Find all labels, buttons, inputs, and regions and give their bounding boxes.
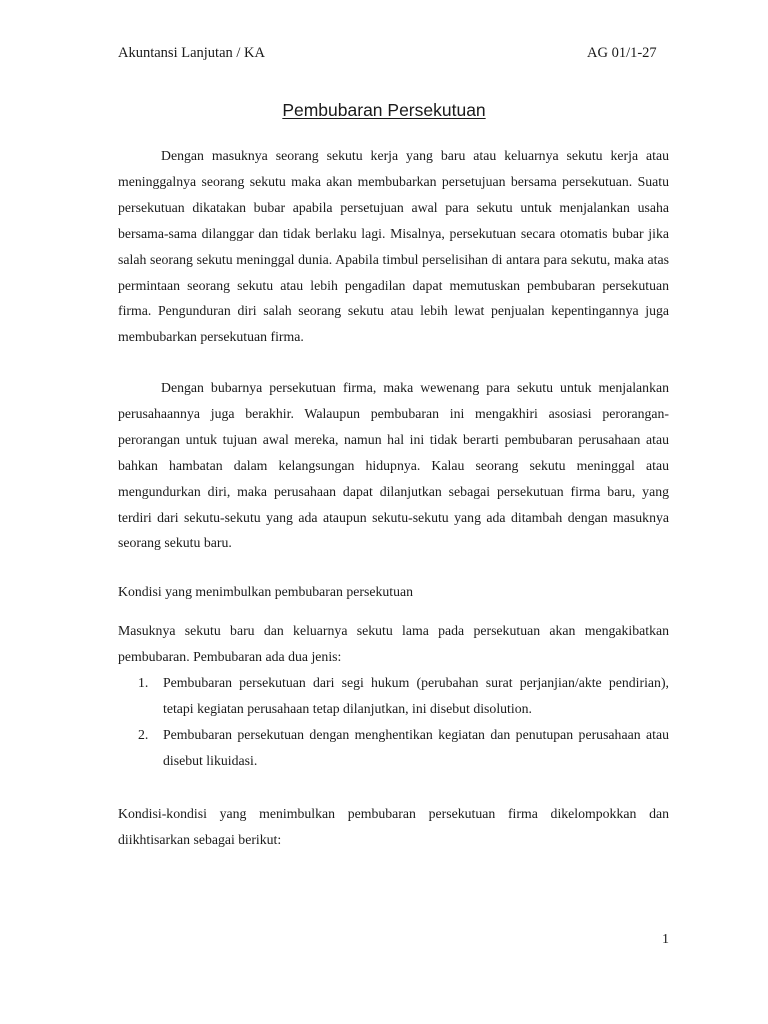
page-number: 1 — [662, 932, 669, 947]
list-item-number: 1. — [138, 675, 149, 690]
paragraph-dissolution-effects: Dengan bubarnya persekutuan firma, maka wewenang para sekutu untuk menjalankan perusahaannya juga berakhir. Walaupun pembubaran ini mengakhiri asosiasi perorangan-perorangan untuk tujuan awal mereka, namun hal ini tidak berarti pembubaran perusahaan atau bahkan hambatan dalam kelangsungan hidupnya. Kalau seorang sekutu meninggal atau mengundurkan diri, maka perusahaan dapat dilanjutkan sebagai persekutuan firma baru, yang terdiri dari sekutu-sekutu yang ada ataupun sekutu-sekutu yang ada ditambah dengan masuknya seorang sekutu baru. — [118, 380, 669, 551]
paragraph-conditions-summary: Kondisi-kondisi yang menimbulkan pembubaran persekutuan firma dikelompokkan dan diikhtisarkan sebagai berikut: — [118, 806, 669, 847]
section-subheading: Kondisi yang menimbulkan pembubaran persekutuan — [118, 584, 414, 599]
paragraph-dissolution-definition: Dengan masuknya seorang sekutu kerja yang baru atau keluarnya sekutu kerja atau meninggalnya seorang sekutu maka akan membubarkan persetujuan bersama persekutuan. Suatu persekutuan dikatakan bubar apabila persetujuan awal para sekutu untuk menjalankan usaha bersama-sama dilanggar dan tidak berlaku lagi. Misalnya, persekutuan secara otomatis bubar jika salah seorang sekutu meninggal dunia. Apabila timbul perselisihan di antara para sekutu, maka atas permintaan seorang sekutu atau lebih pengadilan dapat memutuskan pembubaran persekutuan firma. Pengunduran diri salah seorang sekutu atau lebih lewat penjualan kepentingannya juga membubarkan persekutuan firma. — [118, 148, 669, 345]
list-item-text: Pembubaran persekutuan dari segi hukum (perubahan surat perjanjian/akte pendirian), tetapi kegiatan perusahaan tetap dilanjutkan, ini disebut disolution. — [163, 675, 669, 716]
list-item-number: 2. — [138, 727, 149, 743]
header-course-title: Akuntansi Lanjutan / KA — [118, 45, 265, 61]
list-item-text: Pembubaran persekutuan dengan menghentikan kegiatan dan penutupan perusahaan atau disebut likuidasi. — [163, 727, 669, 769]
header-document-code: AG 01/1-27 — [587, 45, 657, 61]
page-title: Pembubaran Persekutuan — [282, 100, 486, 120]
dissolution-types-list — [118, 670, 669, 775]
list-item — [118, 722, 669, 774]
paragraph-dissolution-types-intro: Masuknya sekutu baru dan keluarnya sekutu lama pada persekutuan akan mengakibatkan pembubaran. Pembubaran ada dua jenis: — [118, 623, 669, 664]
list-item — [118, 670, 669, 722]
